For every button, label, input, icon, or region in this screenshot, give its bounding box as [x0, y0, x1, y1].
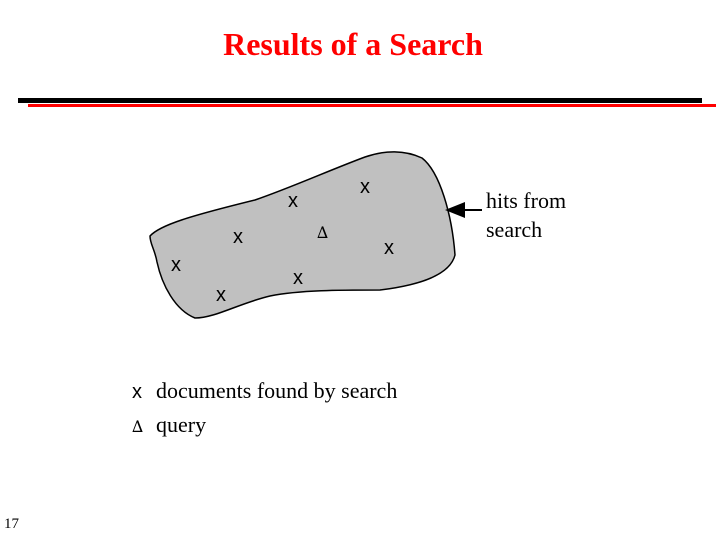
- document-mark: x: [293, 267, 303, 289]
- callout-line: search: [486, 217, 543, 242]
- legend-symbol: ∆: [132, 417, 144, 436]
- hits-callout: [486, 186, 566, 244]
- legend-item-documents: [132, 378, 397, 404]
- document-mark: x: [384, 237, 394, 259]
- document-mark: x: [360, 176, 370, 198]
- document-mark: x: [171, 254, 181, 276]
- page-number: 17: [4, 516, 19, 532]
- legend-text: query: [156, 412, 207, 437]
- document-mark: x: [216, 284, 226, 306]
- hits-region: [150, 152, 455, 318]
- legend-symbol: x: [132, 381, 142, 403]
- query-mark: ∆: [317, 223, 329, 242]
- document-mark: x: [233, 226, 243, 248]
- slide-title: Results of a Search: [223, 26, 483, 62]
- callout-line: hits from: [486, 188, 567, 213]
- document-mark: x: [288, 190, 298, 212]
- legend-text: documents found by search: [156, 378, 398, 403]
- legend-item-query: [132, 412, 206, 438]
